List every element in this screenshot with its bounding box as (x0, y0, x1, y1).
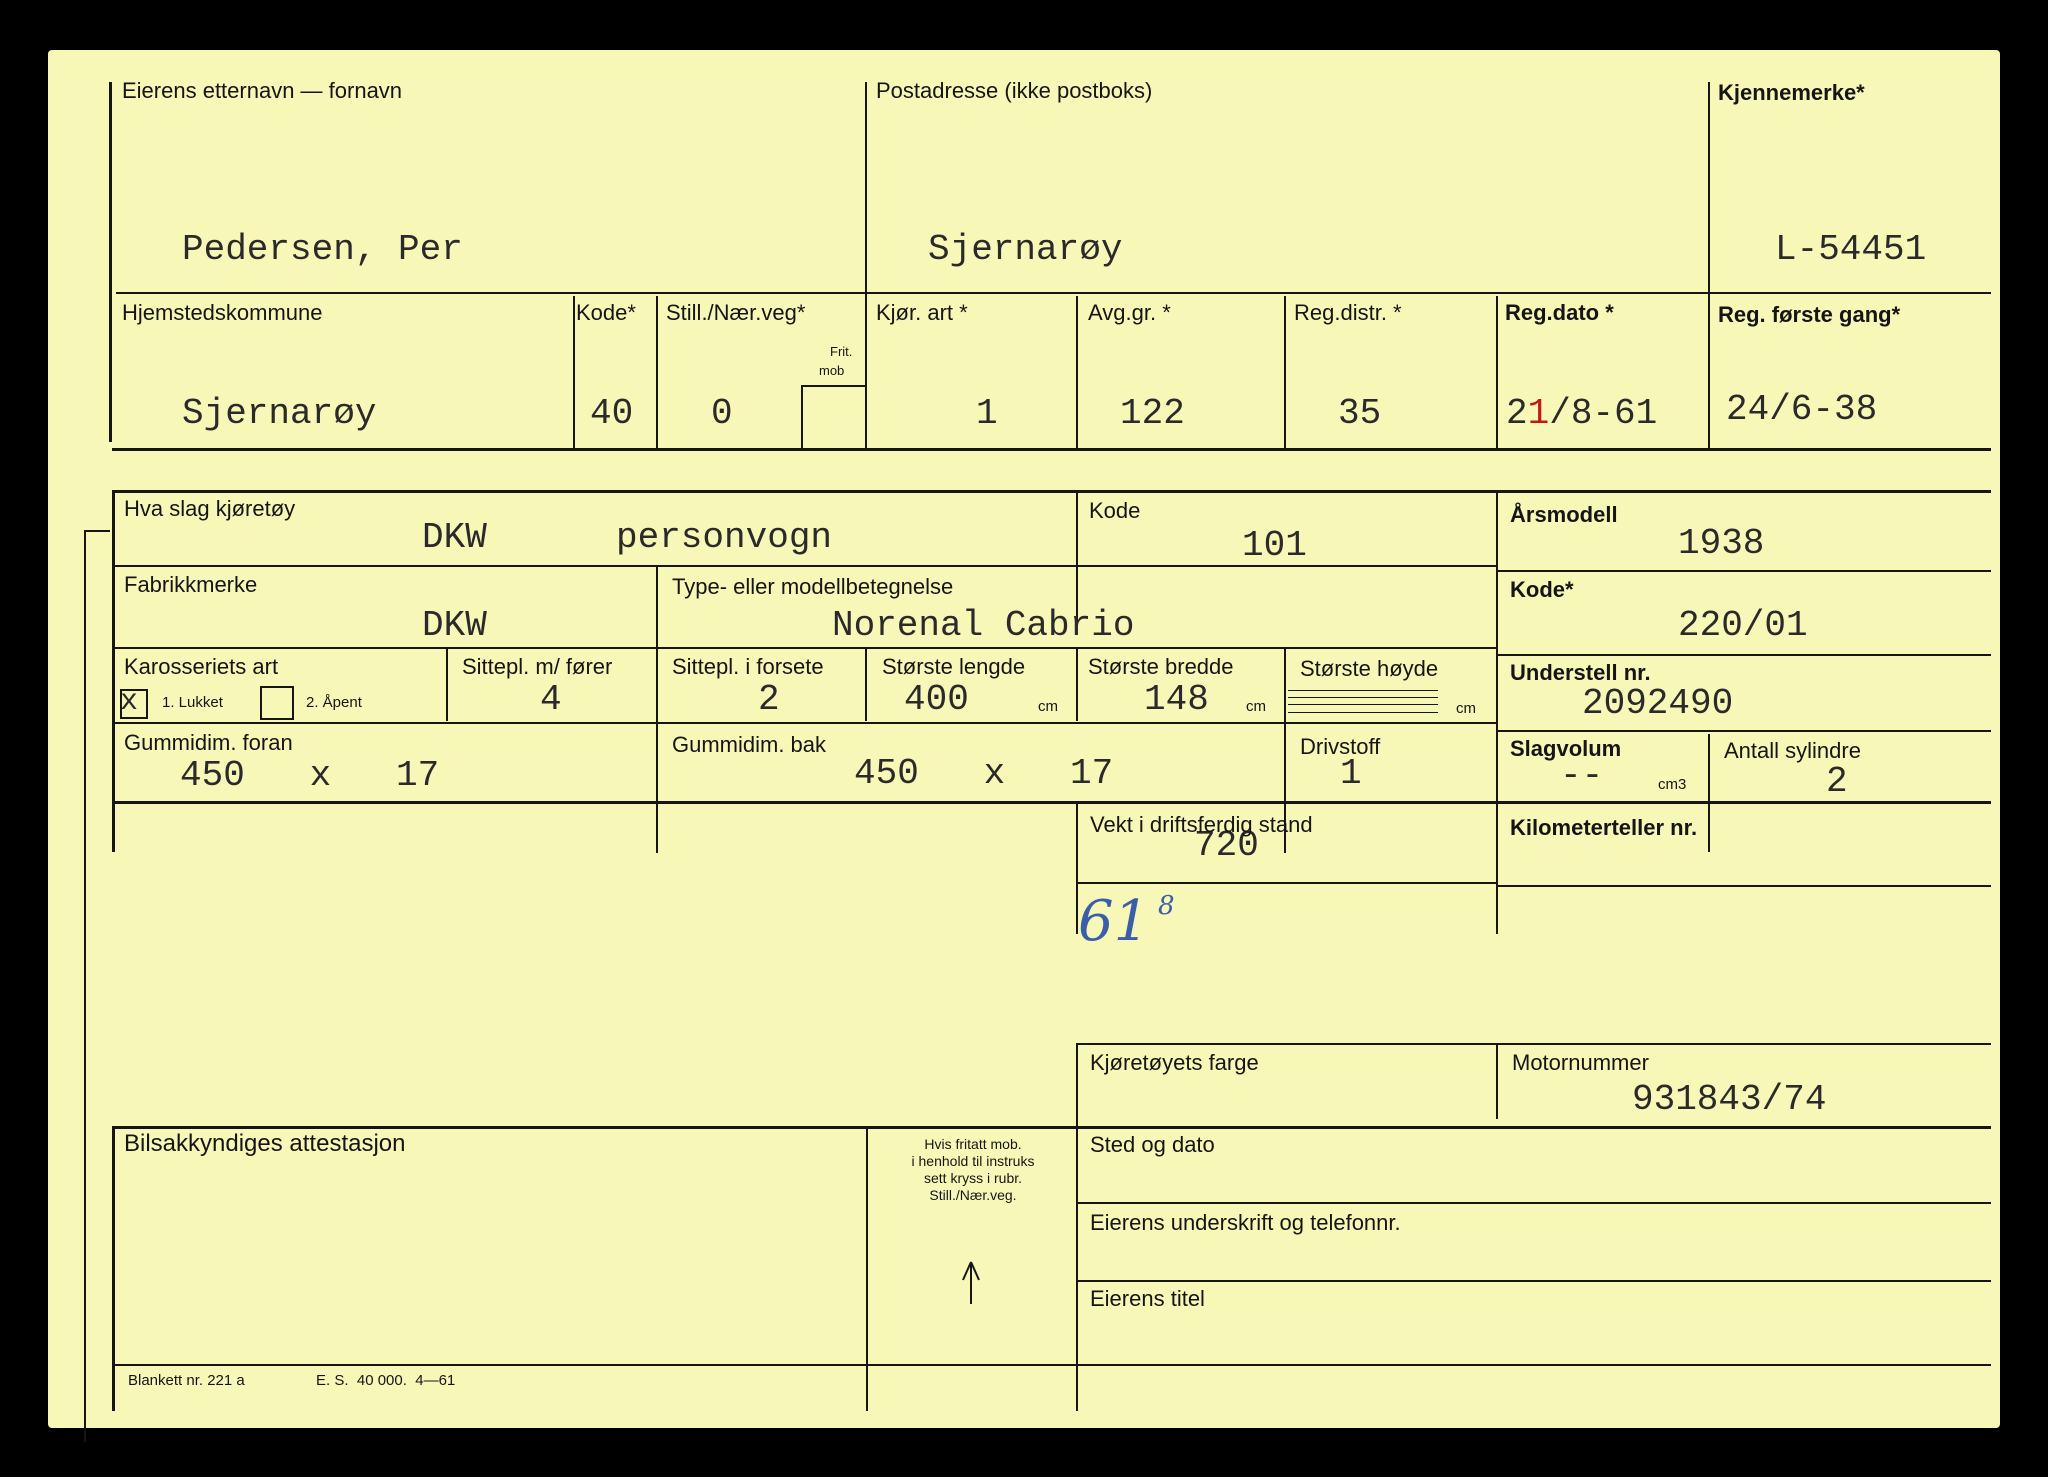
divider (865, 82, 867, 327)
forste-value: 24/6-38 (1726, 389, 1878, 430)
divider (801, 385, 803, 448)
divider (1076, 1043, 1078, 1411)
margin-line (84, 530, 86, 1442)
divider (112, 722, 1496, 724)
color-label: Kjøretøyets farge (1090, 1050, 1259, 1075)
divider (1496, 804, 1498, 934)
length-value: 400 (904, 679, 969, 720)
divider (1496, 493, 1498, 853)
print-text: E. S. 40 000. 4—61 (316, 1372, 456, 1389)
model-value: Norenal Cabrio (832, 605, 1135, 646)
sign-label: Eierens underskrift og telefonnr. (1090, 1210, 1401, 1235)
avg-label: Avg.gr. * (1088, 300, 1171, 325)
type-value-1: DKW (422, 517, 487, 558)
tire-rear-value: 450 x 17 (854, 753, 1114, 794)
kode2-value: 220/01 (1678, 605, 1808, 646)
divider (801, 385, 865, 387)
weight-value: 720 (1194, 825, 1259, 866)
regdato-label: Reg.dato * (1505, 300, 1614, 325)
divider (1708, 734, 1710, 852)
height-unit: cm (1456, 700, 1476, 717)
width-label: Største bredde (1088, 654, 1234, 679)
owner-name-label: Eierens etternavn — fornavn (122, 78, 403, 103)
left-border (109, 82, 112, 442)
divider (112, 490, 1991, 493)
kjor-label: Kjør. art * (876, 300, 968, 325)
cyl-value: 2 (1826, 761, 1848, 802)
kjor-value: 1 (976, 393, 998, 434)
divider (1708, 296, 1710, 448)
front-seats-label: Sittepl. i forsete (672, 654, 824, 679)
year-value: 1938 (1678, 523, 1765, 564)
divider (865, 296, 867, 448)
address-label: Postadresse (ikke postboks) (876, 78, 1153, 103)
avg-value: 122 (1120, 393, 1185, 434)
tire-rear-label: Gummidim. bak (672, 732, 827, 757)
distr-label: Reg.distr. * (1294, 300, 1402, 325)
tire-front-label: Gummidim. foran (124, 730, 293, 755)
reg-mark-label: Kjennemerke* (1718, 80, 1865, 105)
divider (446, 649, 448, 721)
mob-note-line: sett kryss i rubr. (923, 1170, 1023, 1186)
blankett-text: Blankett nr. 221 a (128, 1372, 245, 1389)
engine-label: Motornummer (1512, 1050, 1649, 1075)
chassis-label: Understell nr. (1510, 660, 1651, 685)
registration-card (48, 50, 2000, 1428)
length-label: Største lengde (882, 654, 1026, 679)
divider (1498, 730, 1991, 732)
divider (112, 1126, 115, 1411)
fuel-label: Drivstoff (1300, 734, 1381, 759)
engine-value: 931843/74 (1632, 1079, 1827, 1120)
divider (1498, 885, 1991, 887)
model-label: Type- eller modellbetegnelse (672, 574, 954, 599)
forste-label: Reg. første gang* (1718, 302, 1901, 327)
mob-note-line: Hvis fritatt mob. (924, 1136, 1022, 1152)
cyl-label: Antall sylindre (1724, 738, 1861, 763)
address-value: Sjernarøy (928, 229, 1123, 270)
divider (656, 567, 658, 853)
divider (573, 296, 575, 448)
divider (1076, 1043, 1991, 1045)
regdato-prefix: 2 (1506, 393, 1528, 434)
divider (1708, 82, 1710, 327)
divider (1496, 296, 1498, 448)
vehicle-kode-label: Kode (1089, 498, 1141, 523)
divider (1284, 296, 1286, 448)
divider (1076, 296, 1078, 448)
divider (865, 649, 867, 721)
title-label: Eierens titel (1090, 1286, 1205, 1311)
make-value: DKW (422, 605, 487, 646)
type-value-2: personvogn (616, 517, 833, 558)
still-value: 0 (711, 393, 733, 434)
kode2-label: Kode* (1510, 577, 1574, 602)
divider (1078, 1202, 1991, 1204)
divider (112, 1364, 1991, 1366)
regdato-rest: /8-61 (1549, 393, 1658, 434)
divider (1498, 654, 1991, 656)
divider (656, 296, 658, 448)
still-label: Still./Nær.veg* (666, 300, 806, 325)
body-label: Karosseriets art (124, 654, 279, 679)
attest-label: Bilsakkyndiges attestasjon (124, 1130, 406, 1157)
volume-unit: cm3 (1658, 776, 1687, 793)
divider (1498, 570, 1991, 572)
regdato-correction: 1 (1527, 393, 1550, 434)
fuel-value: 1 (1340, 753, 1362, 794)
odo-label: Kilometerteller nr. (1510, 815, 1698, 840)
seats-value: 4 (540, 679, 562, 720)
arrow-up-icon (956, 1258, 986, 1308)
hatch (1288, 704, 1438, 705)
frit-label: Frit. (830, 344, 853, 359)
open-label: 2. Åpent (306, 694, 362, 711)
year-label: Årsmodell (1510, 502, 1618, 527)
handwritten-note-sup: 8 (1158, 891, 1175, 921)
hatch (1288, 690, 1438, 691)
divider (1078, 1280, 1991, 1282)
width-value: 148 (1144, 679, 1209, 720)
volume-value: -- (1560, 755, 1604, 796)
type-label: Hva slag kjøretøy (124, 496, 296, 521)
divider (1076, 882, 1498, 884)
divider (1496, 1043, 1498, 1119)
vehicle-kode-value: 101 (1242, 525, 1307, 566)
open-checkbox[interactable] (260, 686, 294, 720)
divider (112, 647, 1496, 649)
make-label: Fabrikkmerke (124, 572, 258, 597)
closed-label: 1. Lukket (162, 694, 223, 711)
front-seats-value: 2 (758, 679, 780, 720)
divider (1076, 649, 1078, 721)
mob-note-line: Still./Nær.veg. (929, 1187, 1017, 1203)
chassis-value: 2092490 (1582, 683, 1734, 724)
divider (112, 1126, 1991, 1129)
divider (112, 448, 1991, 451)
hatch (1288, 697, 1438, 698)
mob-note-line: i henhold til instruks (911, 1153, 1035, 1169)
mob-note (868, 1136, 1078, 1204)
kommune-value: Sjernarøy (182, 393, 377, 434)
weight-label: Vekt i driftsferdig stand (1090, 812, 1313, 837)
kode-value: 40 (590, 393, 634, 434)
tire-front-value: 450 x 17 (180, 755, 440, 796)
kommune-label: Hjemstedskommune (122, 300, 323, 325)
divider (112, 801, 1991, 804)
width-unit: cm (1246, 698, 1266, 715)
divider (112, 490, 115, 852)
reg-mark-value: L-54451 (1775, 229, 1927, 270)
distr-value: 35 (1338, 393, 1382, 434)
kode-label: Kode* (576, 300, 636, 325)
owner-name-value: Pedersen, Per (182, 229, 463, 270)
height-label: Største høyde (1300, 656, 1439, 681)
divider (116, 292, 1991, 294)
closed-check-mark: x (120, 685, 139, 719)
volume-label: Slagvolum (1510, 736, 1622, 761)
mob-label: mob (819, 363, 845, 378)
handwritten-note: 61 (1078, 889, 1150, 954)
seats-label: Sittepl. m/ fører (462, 654, 613, 679)
length-unit: cm (1038, 698, 1058, 715)
hatch (1288, 712, 1438, 713)
divider (1076, 493, 1078, 623)
margin-mark (84, 530, 110, 532)
regdato-value (1506, 394, 1657, 434)
place-label: Sted og dato (1090, 1132, 1215, 1157)
